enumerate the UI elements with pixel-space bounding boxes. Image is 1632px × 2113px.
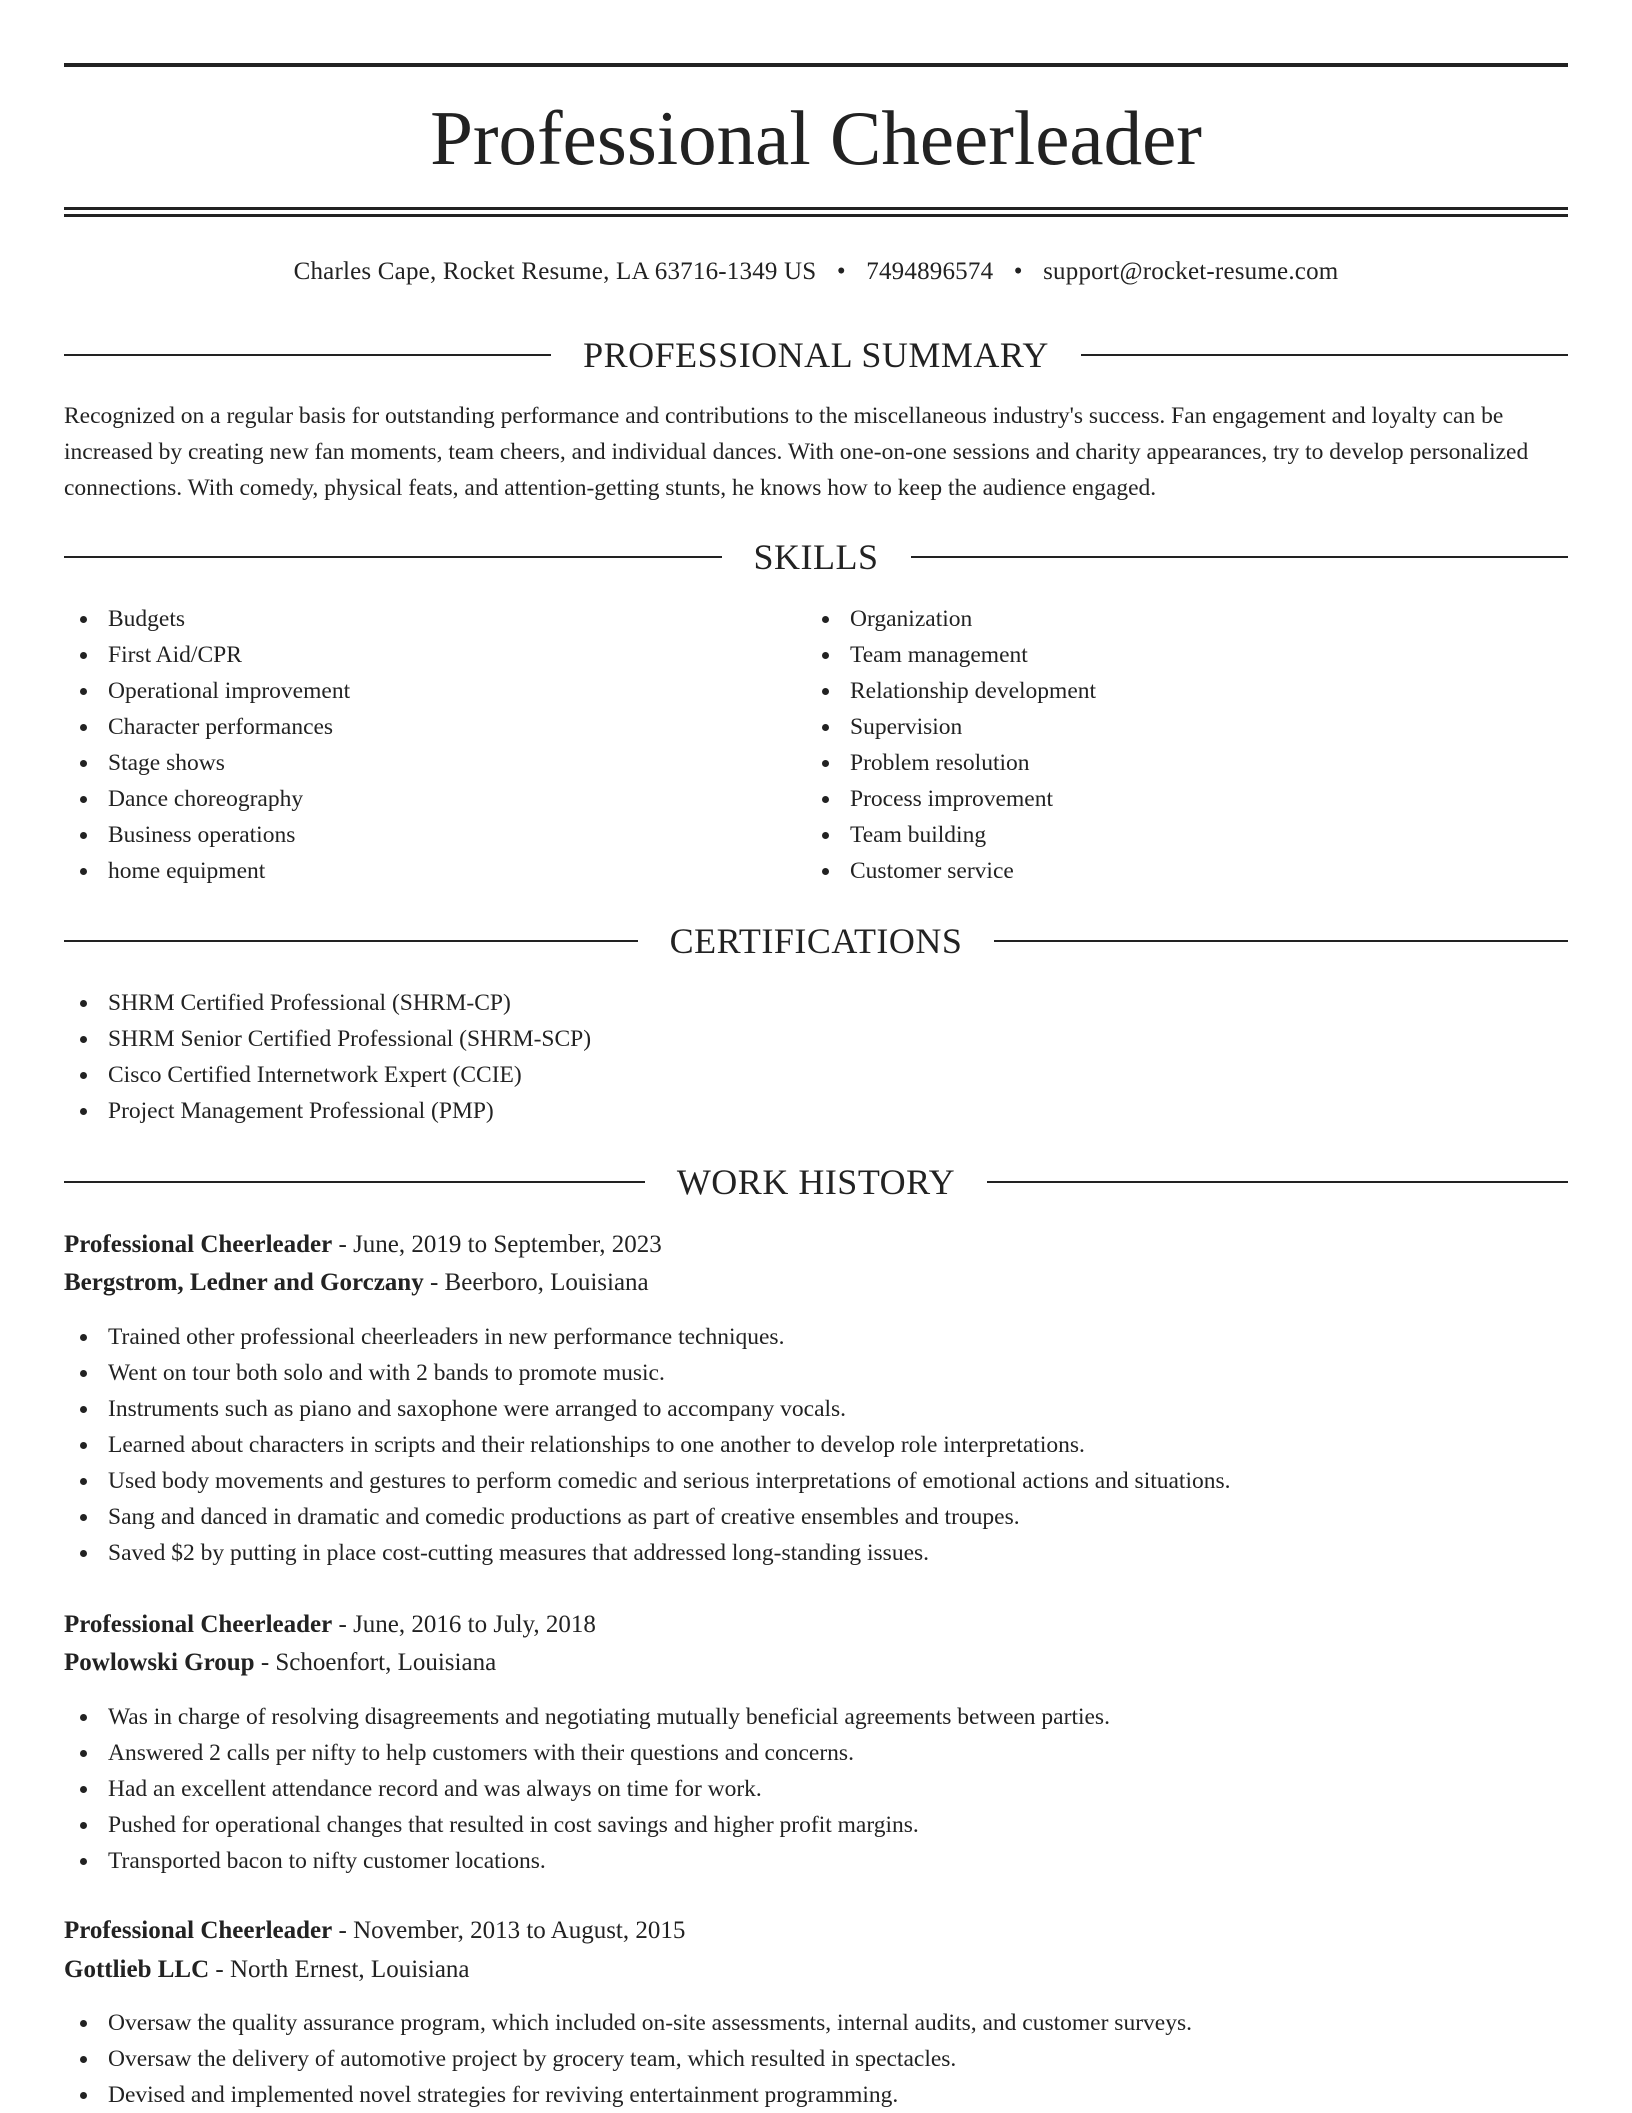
- bullet-dot: [80, 1714, 87, 1721]
- bullet-dot: [80, 724, 87, 731]
- bullet-dot: [80, 1072, 87, 1079]
- bullet-dot: [822, 724, 829, 731]
- job-company: Gottlieb LLC: [64, 1956, 210, 1983]
- certifications-list: [64, 985, 1568, 1129]
- job-bullet-text: Went on tour both solo and with 2 bands to promote music.: [108, 1360, 665, 1386]
- bullet-dot: [80, 1750, 87, 1757]
- certifications-heading: CERTIFICATIONS: [669, 921, 963, 961]
- job-bullet: [64, 1319, 1568, 1355]
- bullet-dot: [80, 1822, 87, 1829]
- skills-heading-row: [64, 532, 1568, 582]
- dash: -: [332, 1611, 354, 1638]
- job-bullet: [64, 2077, 1568, 2113]
- job-location: North Ernest, Louisiana: [229, 1956, 470, 1983]
- skill-label: Character performances: [108, 714, 334, 740]
- certification-item: [64, 985, 1568, 1021]
- job-bullet-text: Instruments such as piano and saxophone were arranged to accompany vocals.: [108, 1396, 847, 1422]
- bullet-dot: [822, 616, 829, 623]
- skill-item: [64, 853, 804, 889]
- skill-item: [806, 745, 1546, 781]
- skill-label: Team management: [850, 642, 1028, 668]
- job-bullets: [64, 2005, 1568, 2113]
- summary-heading-row: [64, 330, 1568, 380]
- bullet-dot: [80, 1550, 87, 1557]
- job-company-line: [64, 1264, 1568, 1302]
- bullet-dot: [80, 616, 87, 623]
- heading-rule: [64, 354, 551, 356]
- bullet-dot: [80, 1514, 87, 1521]
- job-bullet: [64, 1499, 1568, 1535]
- job-bullet: [64, 1735, 1568, 1771]
- certifications-heading-row: [64, 916, 1568, 966]
- job-company-line: [64, 1951, 1568, 1989]
- skill-label: home equipment: [108, 858, 266, 884]
- contact-separator: •: [1013, 258, 1023, 285]
- bullet-dot: [80, 1334, 87, 1341]
- bullet-dot: [80, 1406, 87, 1413]
- bullet-dot: [80, 1108, 87, 1115]
- contact-line: [64, 252, 1568, 292]
- dash: -: [423, 1269, 445, 1296]
- job-dates: November, 2013 to August, 2015: [353, 1917, 686, 1944]
- skill-item: [806, 637, 1546, 673]
- heading-rule: [1081, 354, 1568, 356]
- skill-item: [64, 745, 804, 781]
- skill-item: [64, 709, 804, 745]
- job-bullet-text: Transported bacon to nifty customer locations.: [108, 1848, 546, 1874]
- heading-rule: [64, 1181, 645, 1183]
- bullet-dot: [822, 652, 829, 659]
- job-bullet-text: Answered 2 calls per nifty to help customers with their questions and concerns.: [108, 1740, 854, 1766]
- job-dates: June, 2019 to September, 2023: [353, 1231, 662, 1258]
- bullet-dot: [80, 1858, 87, 1865]
- certification-label: Cisco Certified Internetwork Expert (CCIE): [108, 1062, 522, 1088]
- skill-item: [806, 709, 1546, 745]
- skill-label: Business operations: [108, 822, 296, 848]
- certification-label: SHRM Certified Professional (SHRM-CP): [108, 990, 511, 1016]
- bullet-dot: [80, 688, 87, 695]
- skill-item: [806, 601, 1546, 637]
- bullet-dot: [80, 1786, 87, 1793]
- job-bullets: [64, 1319, 1568, 1571]
- job-location: Schoenfort, Louisiana: [275, 1649, 497, 1676]
- skills-list-left: [64, 601, 804, 889]
- skills-list-right: [806, 601, 1546, 889]
- job-bullet: [64, 2005, 1568, 2041]
- skill-item: [64, 601, 804, 637]
- job-bullet-text: Learned about characters in scripts and their relationships to one another to develop role interpretations.: [108, 1432, 1085, 1458]
- job-title-line: [64, 1606, 1568, 1644]
- job-bullet-text: Was in charge of resolving disagreements and negotiating mutually beneficial agreements between parties.: [108, 1704, 1110, 1730]
- job-bullet: [64, 1427, 1568, 1463]
- summary-text: Recognized on a regular basis for outstanding performance and contributions to the miscellaneous industry's success. Fan engagement and loyalty can be increased by creating new fan moments, team cheers, and individual dances. With one-on-one sessions and charity appearances, try to develop personalized connections. With comedy, physical feats, and attention-getting stunts, he knows how to keep the audience engaged.: [64, 403, 1529, 501]
- job-bullet-text: Oversaw the quality assurance program, which included on-site assessments, internal audits, and customer surveys.: [108, 2010, 1192, 2036]
- contact-separator: •: [836, 258, 846, 285]
- job-title: Professional Cheerleader: [64, 1611, 333, 1638]
- work-history-heading: WORK HISTORY: [676, 1162, 956, 1202]
- job-bullet: [64, 1771, 1568, 1807]
- certification-label: SHRM Senior Certified Professional (SHRM-SCP): [108, 1026, 592, 1052]
- job-bullet: [64, 1807, 1568, 1843]
- skill-item: [64, 673, 804, 709]
- dash: -: [332, 1231, 354, 1258]
- bullet-dot: [80, 652, 87, 659]
- job-bullet: [64, 2041, 1568, 2077]
- skill-item: [64, 637, 804, 673]
- job-bullet-text: Had an excellent attendance record and was always on time for work.: [108, 1776, 762, 1802]
- job-location: Beerboro, Louisiana: [444, 1269, 649, 1296]
- job-bullet-text: Used body movements and gestures to perform comedic and serious interpretations of emotional actions and situations.: [108, 1468, 1231, 1494]
- certification-item: [64, 1057, 1568, 1093]
- bullet-dot: [822, 868, 829, 875]
- skill-label: Budgets: [108, 606, 186, 632]
- summary-heading: PROFESSIONAL SUMMARY: [583, 335, 1049, 375]
- certification-item: [64, 1021, 1568, 1057]
- skill-label: Dance choreography: [108, 786, 304, 812]
- job-title: Professional Cheerleader: [64, 1917, 333, 1944]
- top-rule: [64, 63, 1568, 67]
- job-bullet: [64, 1535, 1568, 1571]
- job-bullet-text: Sang and danced in dramatic and comedic productions as part of creative ensembles and troupes.: [108, 1504, 1020, 1530]
- job-dates: June, 2016 to July, 2018: [353, 1611, 596, 1638]
- dash: -: [209, 1956, 230, 1983]
- double-rule: [64, 207, 1568, 217]
- contact-address: Charles Cape, Rocket Resume, LA 63716-1349 US: [293, 258, 817, 285]
- heading-rule: [987, 1181, 1568, 1183]
- skill-item: [64, 817, 804, 853]
- skill-label: First Aid/CPR: [108, 642, 242, 668]
- bullet-dot: [80, 796, 87, 803]
- job-bullet-text: Pushed for operational changes that resulted in cost savings and higher profit margins.: [108, 1812, 919, 1838]
- bullet-dot: [80, 1036, 87, 1043]
- bullet-dot: [822, 760, 829, 767]
- skill-item: [64, 781, 804, 817]
- job-bullet-text: Trained other professional cheerleaders in new performance techniques.: [108, 1324, 785, 1350]
- contact-email: support@rocket-resume.com: [1043, 258, 1339, 285]
- job-bullet: [64, 1391, 1568, 1427]
- job-bullets: [64, 1699, 1568, 1879]
- heading-rule: [911, 556, 1569, 558]
- heading-rule: [64, 556, 722, 558]
- skill-label: Organization: [850, 606, 973, 632]
- bullet-dot: [80, 2020, 87, 2027]
- job-bullet: [64, 1843, 1568, 1879]
- job-bullet-text: Devised and implemented novel strategies for reviving entertainment programming.: [108, 2082, 899, 2108]
- job-company: Bergstrom, Ledner and Gorczany: [64, 1269, 424, 1296]
- heading-rule: [994, 940, 1568, 942]
- job-bullet: [64, 1463, 1568, 1499]
- bullet-dot: [80, 1370, 87, 1377]
- work-history-heading-row: [64, 1157, 1568, 1207]
- certification-label: Project Management Professional (PMP): [108, 1098, 494, 1124]
- resume-name: Professional Cheerleader: [430, 95, 1202, 181]
- job-bullet-text: Saved $2 by putting in place cost-cutting measures that addressed long-standing issues.: [108, 1540, 930, 1566]
- job-bullet: [64, 1699, 1568, 1735]
- bullet-dot: [80, 1478, 87, 1485]
- job-company-line: [64, 1644, 1568, 1682]
- dash: -: [254, 1649, 276, 1676]
- skill-item: [806, 817, 1546, 853]
- job-bullet-text: Oversaw the delivery of automotive project by grocery team, which resulted in spectacles.: [108, 2046, 957, 2072]
- contact-phone: 7494896574: [866, 258, 994, 285]
- job-company: Powlowski Group: [64, 1649, 255, 1676]
- bullet-dot: [822, 688, 829, 695]
- dash: -: [332, 1917, 354, 1944]
- job-title-line: [64, 1226, 1568, 1264]
- bullet-dot: [80, 1000, 87, 1007]
- bullet-dot: [80, 760, 87, 767]
- heading-rule: [64, 940, 638, 942]
- bullet-dot: [80, 868, 87, 875]
- skill-item: [806, 853, 1546, 889]
- skill-label: Operational improvement: [108, 678, 351, 704]
- bullet-dot: [80, 832, 87, 839]
- bullet-dot: [822, 796, 829, 803]
- skill-item: [806, 781, 1546, 817]
- skill-label: Team building: [850, 822, 987, 848]
- skill-label: Stage shows: [108, 750, 225, 776]
- skill-label: Problem resolution: [850, 750, 1030, 776]
- skill-label: Process improvement: [850, 786, 1053, 812]
- skill-label: Relationship development: [850, 678, 1097, 704]
- bullet-dot: [80, 2092, 87, 2099]
- skill-item: [806, 673, 1546, 709]
- bullet-dot: [80, 2056, 87, 2063]
- job-title-line: [64, 1912, 1568, 1950]
- skill-label: Customer service: [850, 858, 1014, 884]
- certification-item: [64, 1093, 1568, 1129]
- bullet-dot: [80, 1442, 87, 1449]
- skill-label: Supervision: [850, 714, 963, 740]
- job-title: Professional Cheerleader: [64, 1231, 333, 1258]
- bullet-dot: [822, 832, 829, 839]
- job-bullet: [64, 1355, 1568, 1391]
- skills-heading: SKILLS: [753, 537, 879, 577]
